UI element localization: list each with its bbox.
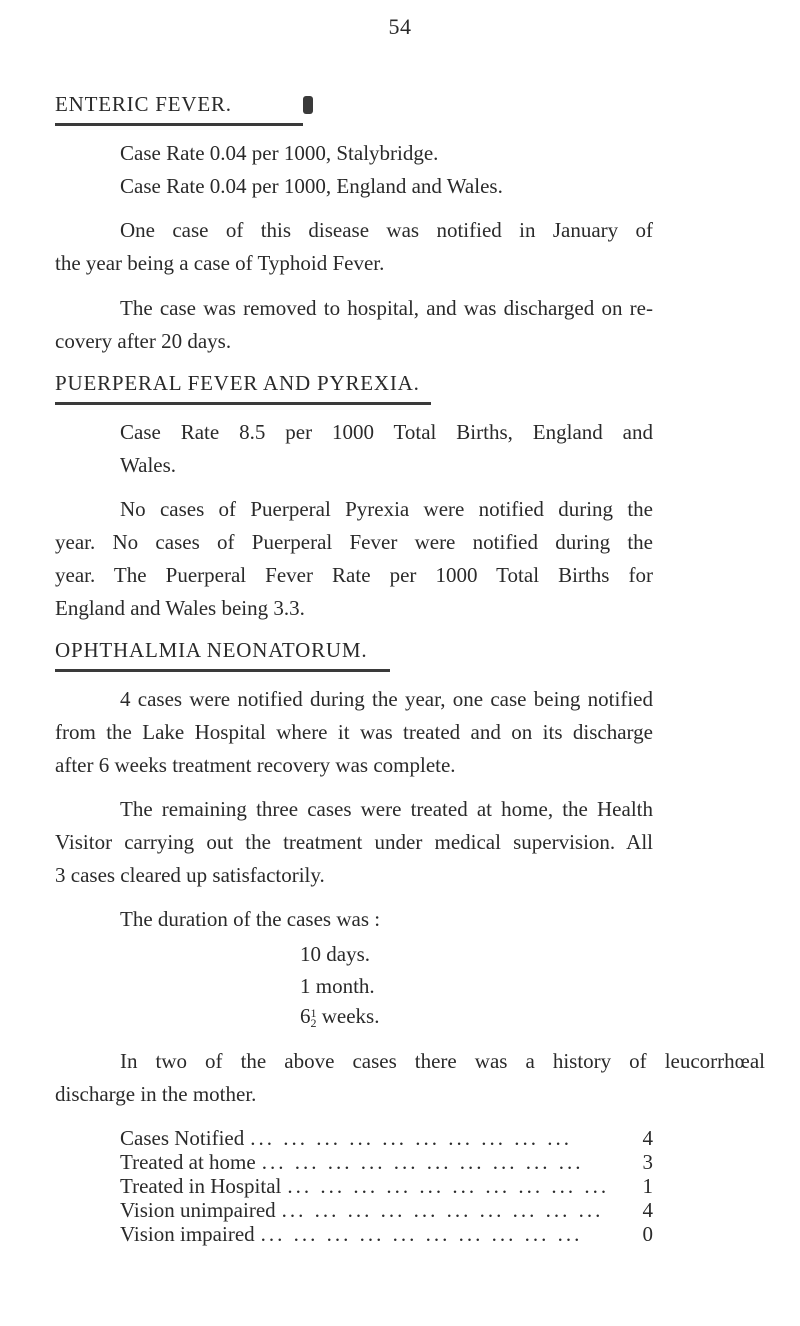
stat-value: 1 xyxy=(642,1174,653,1198)
ophthalmia-para1-line1: 4 cases were notified during the year, one case being notified xyxy=(120,687,653,711)
duration-intro: The duration of the cases was : xyxy=(120,907,381,931)
stat-label: Vision unimpaired xyxy=(120,1198,276,1222)
enteric-para2-line2: covery after 20 days. xyxy=(55,329,232,353)
stat-value: 4 xyxy=(642,1198,653,1222)
leader-dots: ... ... ... ... ... ... ... ... ... ... xyxy=(250,1126,572,1150)
enteric-rate-national: Case Rate 0.04 per 1000, England and Wales. xyxy=(120,174,503,198)
stat-label: Treated in Hospital xyxy=(120,1174,282,1198)
enteric-para1-line2: the year being a case of Typhoid Fever. xyxy=(55,251,385,275)
stat-label: Cases Notified xyxy=(120,1126,245,1150)
ophthalmia-para1-line2: from the Lake Hospital where it was treated and on its discharge xyxy=(55,720,653,744)
ophthalmia-para2-line2: Visitor carrying out the treatment under medical supervision. All xyxy=(55,830,653,854)
fraction-numerator: 1 xyxy=(310,1006,317,1021)
puerperal-heading-underline xyxy=(55,402,431,405)
ophthalmia-para2-line1: The remaining three cases were treated at home, the Health xyxy=(120,797,653,821)
duration-days: 10 days. xyxy=(300,942,370,966)
puerperal-heading: PUERPERAL FEVER AND PYREXIA. xyxy=(55,371,420,395)
fraction-denominator: 2 xyxy=(310,1016,317,1031)
stat-row xyxy=(120,1198,653,1222)
enteric-rate-local: Case Rate 0.04 per 1000, Stalybridge. xyxy=(120,141,439,165)
stat-row xyxy=(120,1150,653,1174)
puerperal-para-line3: year. The Puerperal Fever Rate per 1000 Total Births for xyxy=(55,563,653,587)
ink-mark xyxy=(303,96,313,114)
puerperal-rate-line1: Case Rate 8.5 per 1000 Total Births, England and xyxy=(120,420,653,444)
leader-dots: ... ... ... ... ... ... ... ... ... ... xyxy=(260,1222,583,1246)
ophthalmia-para2-line3: 3 cases cleared up satisfactorily. xyxy=(55,863,325,887)
stat-value: 4 xyxy=(642,1126,653,1150)
duration-weeks xyxy=(300,1004,379,1029)
leader-dots: ... ... ... ... ... ... ... ... ... ... xyxy=(261,1150,584,1174)
enteric-fever-heading: ENTERIC FEVER. xyxy=(55,92,232,116)
stat-label: Vision impaired xyxy=(120,1222,255,1246)
puerperal-para-line2: year. No cases of Puerperal Fever were notified during the xyxy=(55,530,653,554)
stat-row xyxy=(120,1126,653,1150)
ophthalmia-para3-line2: discharge in the mother. xyxy=(55,1082,257,1106)
leader-dots: ... ... ... ... ... ... ... ... ... ... xyxy=(287,1174,610,1198)
enteric-para2-line1: The case was removed to hospital, and was discharged on re- xyxy=(120,296,653,320)
duration-weeks-whole: 6 xyxy=(300,1004,311,1028)
stat-row xyxy=(120,1222,653,1246)
duration-weeks-unit: weeks. xyxy=(321,1004,380,1028)
stat-value: 3 xyxy=(642,1150,653,1174)
ophthalmia-para3-line1: In two of the above cases there was a history of leucorrhœal xyxy=(120,1049,765,1073)
stat-row xyxy=(120,1174,653,1198)
enteric-heading-underline xyxy=(55,123,303,126)
puerperal-rate-line2: Wales. xyxy=(120,453,177,477)
leader-dots: ... ... ... ... ... ... ... ... ... ... xyxy=(281,1198,604,1222)
ophthalmia-stats-list xyxy=(120,1126,653,1246)
stat-label: Treated at home xyxy=(120,1150,256,1174)
ophthalmia-para1-line3: after 6 weeks treatment recovery was complete. xyxy=(55,753,456,777)
duration-month: 1 month. xyxy=(300,974,375,998)
enteric-para1-line1: One case of this disease was notified in January of xyxy=(120,218,653,242)
stat-value: 0 xyxy=(642,1222,653,1246)
puerperal-para-line4: England and Wales being 3.3. xyxy=(55,596,305,620)
ophthalmia-heading-underline xyxy=(55,669,390,672)
ophthalmia-heading: OPHTHALMIA NEONATORUM. xyxy=(55,638,368,662)
page-number: 54 xyxy=(388,14,412,39)
duration-weeks-fraction xyxy=(310,1006,317,1031)
puerperal-para-line1: No cases of Puerperal Pyrexia were notified during the xyxy=(120,497,653,521)
